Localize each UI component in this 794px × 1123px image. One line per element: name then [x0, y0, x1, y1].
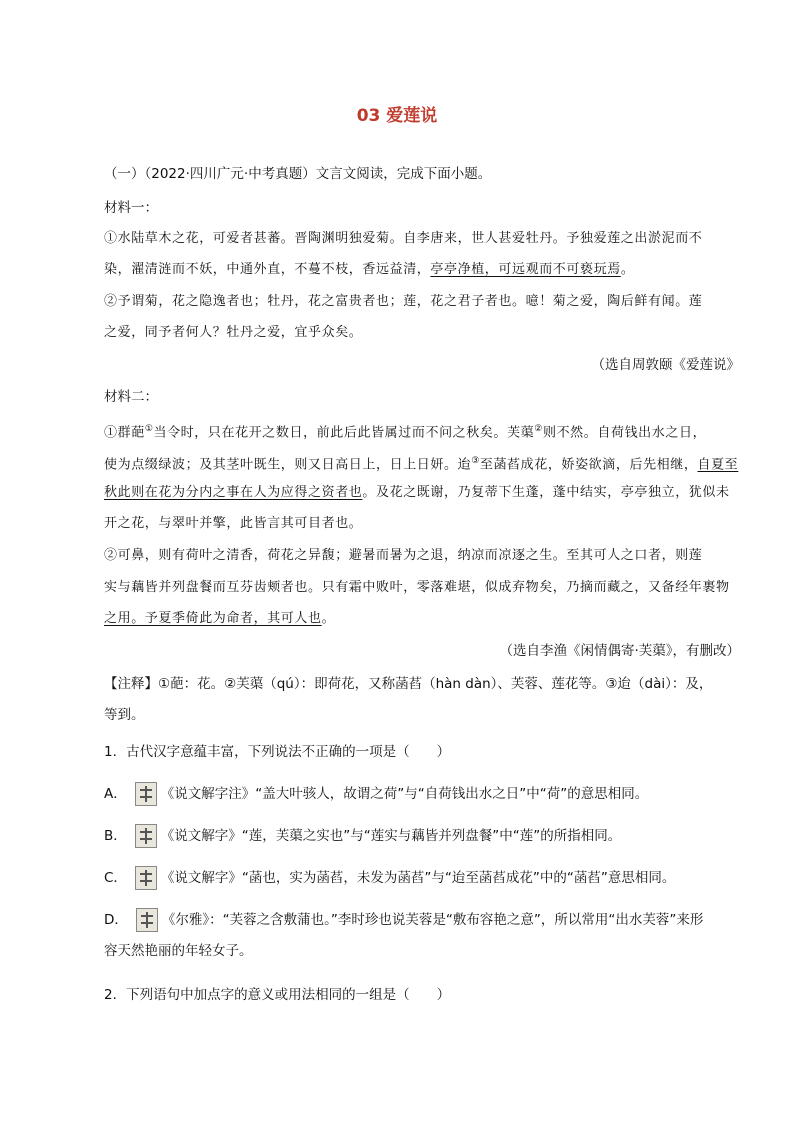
material2-p1-line4: 开之花，与翠叶并擎，此皆言其可目者也。: [104, 516, 363, 531]
annotation-line2: 等到。: [104, 707, 145, 723]
underlined-sentence: 之用。予夏季倚此为命者，其可人也: [104, 611, 322, 626]
text-segment: 当令时，只在花开之数日，前此后此皆属过而不问之秋矣。芙蕖: [153, 425, 535, 441]
material1-p2-line1: ②予谓菊，花之隐逸者也；牡丹，花之富贵者也；莲，花之君子者也。噫！菊之爱，陶后鲜有闻。莲: [104, 294, 703, 309]
material2-source: （选自李渔《闲情偶寄·芙蕖》，有删改）: [499, 643, 740, 659]
material1-p1-line2: [104, 259, 634, 281]
option-text: 《说文解字》“菡也，实为菡萏，未发为菡萏”与“迨至菡萏成花”中的“菡萏”意思相同。: [160, 870, 676, 886]
material2-p1-line1: [104, 418, 706, 444]
page-title: 03 爱莲说: [356, 106, 438, 126]
material1-p1-line1: ①水陆草木之花，可爱者甚蕃。晋陶渊明独爱菊。自李唐来，世人甚爱牡丹。予独爱莲之出淤泥而不: [104, 231, 703, 246]
question-1-stem: 1．古代汉字意蕴丰富，下列说法不正确的一项是（ ）: [104, 744, 451, 760]
material1-p2-line2: 之爱，同予者何人？牡丹之爱，宜乎众矣。: [104, 325, 363, 340]
text-segment: ①群葩: [104, 425, 145, 441]
text-segment: 。: [321, 611, 336, 626]
option-text: 《尔雅》：“芙蓉之含敷蒲也。”李时珍也说芙蓉是“敷布容艳之意”，所以常用“出水芙蓉”来形: [161, 912, 704, 928]
underlined-sentence: 秋此则在花为分内之事在人为应得之资者也: [104, 485, 363, 500]
seal-script-icon: [136, 908, 158, 932]
annotation-line1: 【注释】①葩：花。②芙蕖（qú）：即荷花，又称菡萏（hàn dàn）、芙蓉、莲花等。③迨（dài）：及，: [104, 676, 713, 692]
option-d-continuation: 容天然艳丽的年轻女子。: [104, 943, 253, 959]
option-b[interactable]: [104, 824, 621, 848]
seal-script-icon: [135, 782, 157, 806]
text-segment: 。及花之既谢，乃复蒂下生蓬，蓬中结实，亭亭独立，犹似未: [362, 485, 730, 500]
footnote-marker: ③: [471, 456, 480, 466]
underlined-sentence: 亭亭净植，可远观而不可亵玩焉: [430, 262, 621, 277]
option-d[interactable]: [104, 908, 703, 932]
option-c[interactable]: [104, 866, 675, 890]
material1-source: （选自周敦颐《爱莲说》: [591, 357, 740, 373]
section-intro: （一）（2022·四川广元·中考真题）文言文阅读，完成下面小题。: [104, 166, 492, 182]
seal-script-icon: [135, 866, 157, 890]
footnote-marker: ②: [534, 424, 543, 434]
material2-p2-line1: ②可鼻，则有荷叶之清香，荷花之异馥；避暑而暑为之退，纳凉而凉逐之生。至其可人之口者，则莲: [104, 548, 703, 563]
option-letter: B．: [104, 828, 127, 844]
option-letter: D．: [104, 912, 128, 928]
option-text: 《说文解字》“莲，芙蕖之实也”与“莲实与藕皆并列盘餐”中“莲”的所指相同。: [160, 828, 622, 844]
material2-p1-line2: [104, 450, 738, 476]
text-segment: 则不然。自荷钱出水之日，: [542, 425, 707, 441]
material2-p2-line3: [104, 608, 335, 630]
material2-label: 材料二：: [104, 389, 158, 405]
material2-p2-line2: 实与藕皆并列盘餐而互芬齿颊者也。只有霜中败叶，零落难堪，似成弃物矣，乃摘而藏之，又备经年裹物: [104, 580, 730, 595]
text-segment: 染，濯清涟而不妖，中通外直，不蔓不枝，香远益清，: [104, 262, 431, 277]
option-letter: C．: [104, 870, 127, 886]
text-segment: 至菡萏成花，娇姿欲滴，后先相继，: [479, 457, 698, 473]
material1-label: 材料一：: [104, 200, 158, 216]
option-letter: A．: [104, 786, 127, 802]
text-segment: 。: [620, 262, 635, 277]
seal-script-icon: [135, 824, 157, 848]
question-2-stem: 2．下列语句中加点字的意义或用法相同的一组是（ ）: [104, 987, 451, 1003]
option-text: 《说文解字注》“盖大叶骇人，故谓之荷”与“自荷钱出水之日”中“荷”的意思相同。: [160, 786, 649, 802]
option-a[interactable]: [104, 782, 648, 806]
text-segment: 使为点缀绿波；及其茎叶既生，则又日高日上，日上日妍。迨: [104, 457, 472, 473]
material2-p1-line3: [104, 482, 730, 504]
footnote-marker: ①: [144, 424, 154, 434]
underlined-sentence: 自夏至: [697, 457, 739, 473]
